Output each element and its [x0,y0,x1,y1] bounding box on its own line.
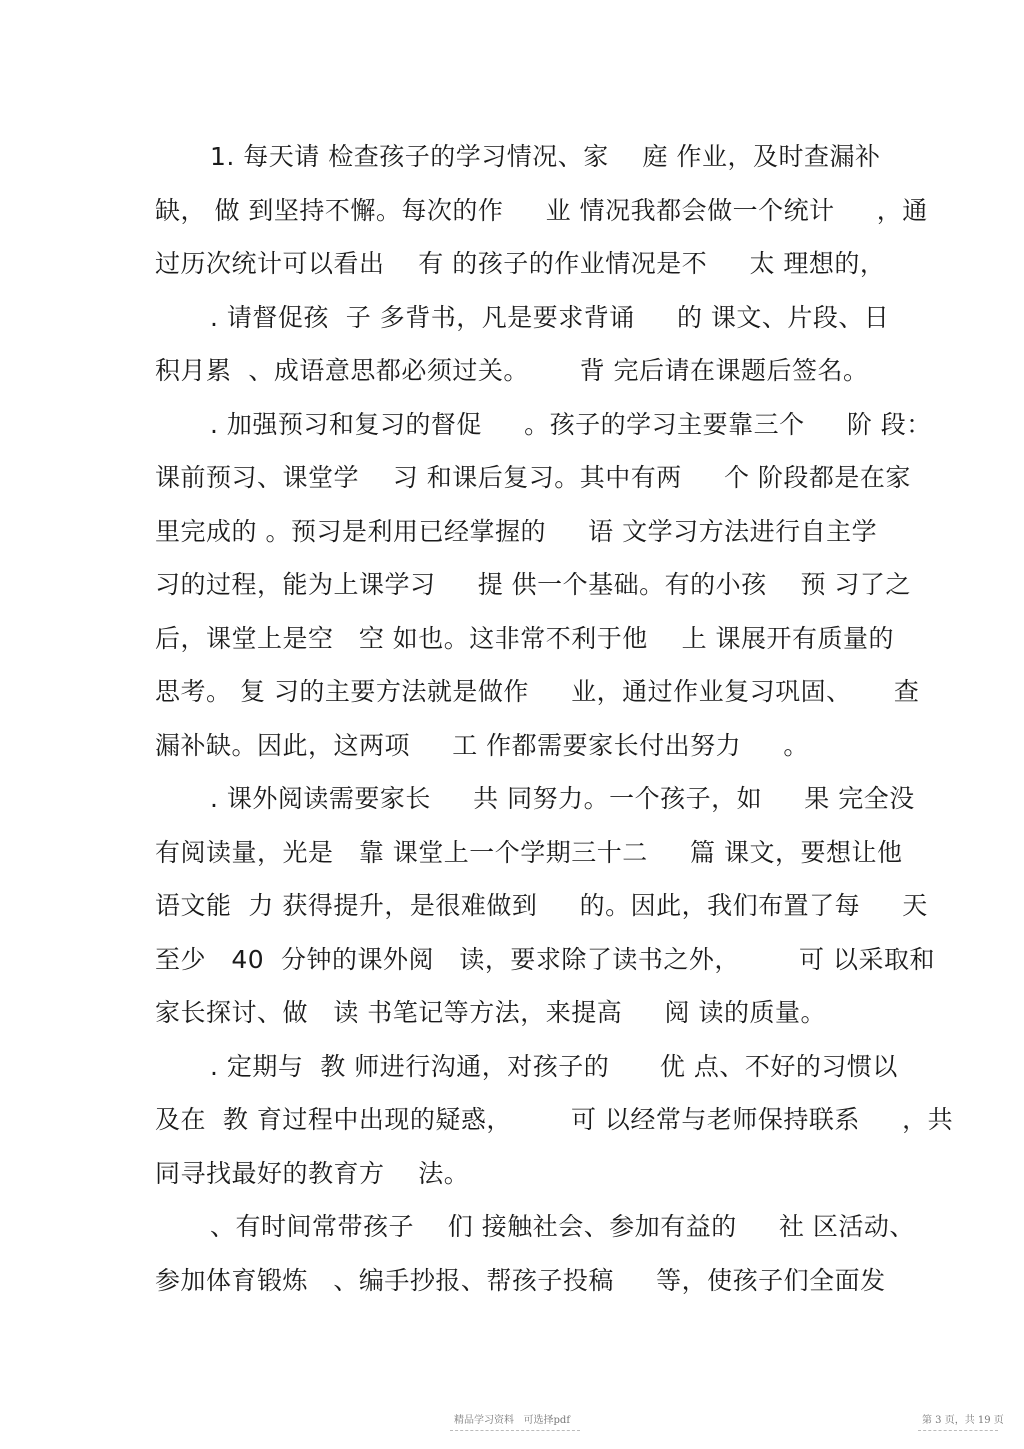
text-line: 有阅读量，光是 靠 课堂上一个学期三十二 篇 课文，要想让他 [155,837,903,867]
text-line: 思考。 复 习的主要方法就是做作 业，通过作业复习巩固、 查 [155,677,920,706]
text-line: 同寻找最好的教育方 法。 [155,1158,470,1188]
text-line: 习的过程，能为上课学习 提 供一个基础。有的小孩 预 习了之 [155,570,911,599]
text-line: 、有时间常带孩子 们 接触社会、参加有益的 社 区活动、 [210,1212,915,1241]
text-line: 缺， 做 到坚持不懈。每次的作 业 情况我都会做一个统计 ，通 [155,195,928,225]
page-number: 第 3 页，共 19 页 [922,1415,1004,1426]
footer-source-label: 精品学习资料 可选择pdf [454,1415,571,1426]
text-line: . 请督促孩 子 多背书，凡是要求背诵 的 课文、片段、日 [210,302,890,332]
text-line: . 课外阅读需要家长 共 同努力。一个孩子，如 果 完全没 [210,784,915,813]
text-line: 漏补缺。因此，这两项 工 作都需要家长付出努力 。 [155,730,809,760]
text-line: 后，课堂上是空 空 如也。这非常不利于他 上 课展开有质量的 [155,623,895,653]
text-line: 至少 40 分钟的课外阅 读，要求除了读书之外， 可 以采取和 [155,944,935,974]
text-line: . 定期与 教 师进行沟通，对孩子的 优 点、不好的习惯以 [210,1051,898,1081]
text-line: 过历次统计可以看出 有 的孩子的作业情况是不 太 理想的， [155,249,886,278]
text-line: 积月累 、成语意思都必须过关。 背 完后请在课题后签名。 [155,356,869,385]
footer-right-divider [918,1430,998,1431]
text-line: 家长探讨、做 读 书笔记等方法，来提高 阅 读的质量。 [155,998,826,1027]
text-line: 及在 教 育过程中出现的疑惑， 可 以经常与老师保持联系 ，共 [155,1105,954,1134]
text-line: 参加体育锻炼 、编手抄报、帮孩子投稿 等，使孩子们全面发 [155,1265,886,1295]
footer-left-divider [450,1430,580,1431]
body-text [155,130,954,1307]
text-line: 1. 每天请 检查孩子的学习情况、家 庭 作业，及时查漏补 [210,142,881,171]
text-line: 语文能 力 获得提升，是很难做到 的。因此，我们布置了每 天 [155,891,928,920]
text-line: 课前预习、课堂学 习 和课后复习。其中有两 个 阶段都是在家 [155,463,911,492]
text-line: . 加强预习和复习的督促 。孩子的学习主要靠三个 阶 段： [210,409,932,439]
text-line: 里完成的 。预习是利用已经掌握的 语 文学习方法进行自主学 [155,516,878,546]
